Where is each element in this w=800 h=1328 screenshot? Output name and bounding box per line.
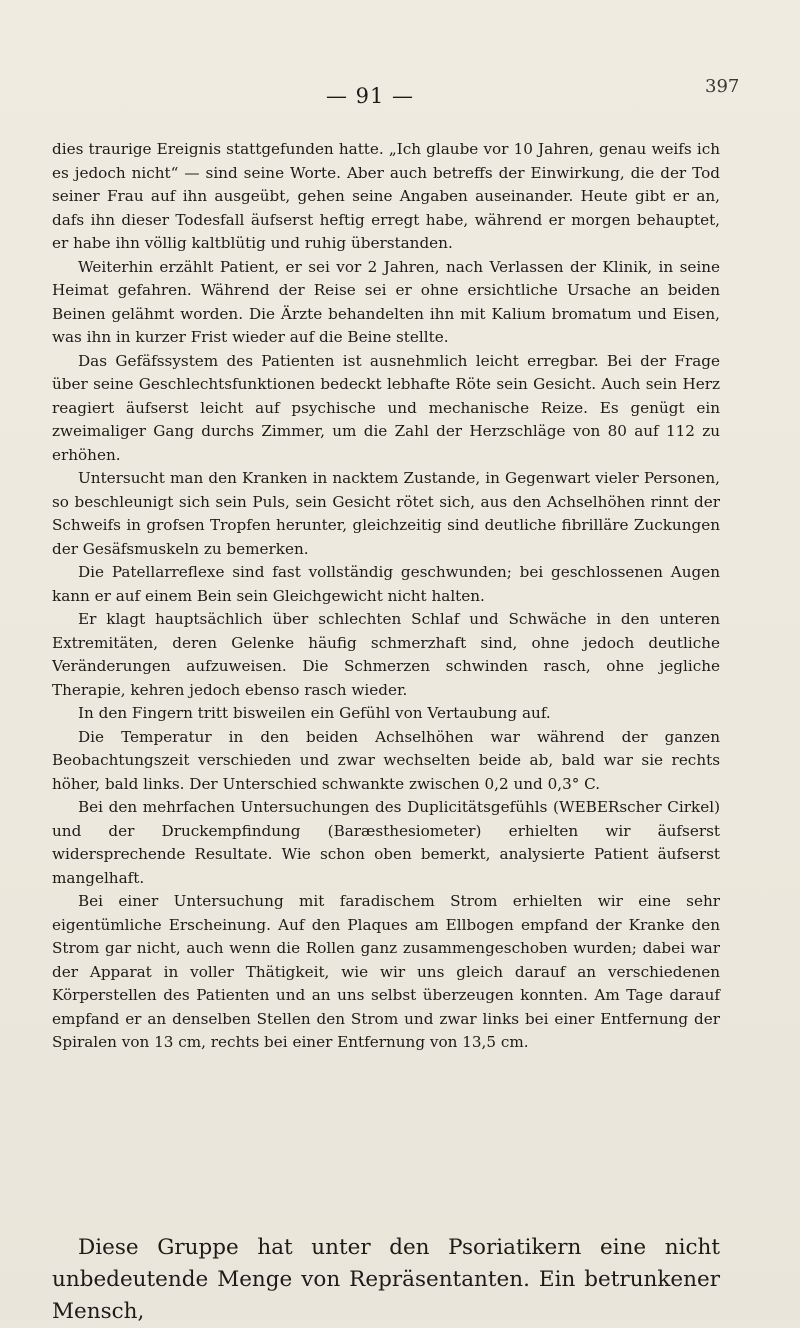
folio-number: 397 xyxy=(705,76,740,97)
paragraph-6: Er klagt hauptsächlich über schlechten Schlaf und Schwäche in den unteren Extremitäten, deren Gelenke häufig schmerzhaft sind, ohne jedoch deutliche Veränderungen aufzuweisen. Die Schmerzen schwinden rasch, ohne jegliche Therapie, kehren jedoch ebenso rasch wieder. xyxy=(52,610,720,699)
paragraph-7: In den Fingern tritt bisweilen ein Gefühl von Vertaubung auf. xyxy=(78,704,551,722)
paragraph-10: Bei einer Untersuchung mit faradischem Strom erhielten wir eine sehr eigentümliche Erscheinung. Auf den Plaques am Ellbogen empfand der Kranke den Strom gar nicht, auch wenn die Rollen ganz zusammengeschoben wurden; dabei war der Apparat in voller Thätigkeit, wie wir uns gleich darauf an verschiedenen Körperstellen des Patienten und an uns selbst überzeugen konnten. Am Tage darauf empfand er an denselben Stellen den Strom und zwar links bei einer Entfernung der Spiralen von 13 cm, rechts bei einer Entfernung von 13,5 cm. xyxy=(52,892,720,1051)
paragraph-4: Untersucht man den Kranken in nacktem Zustande, in Gegenwart vieler Personen, so beschleunigt sich sein Puls, sein Gesicht rötet sich, aus den Achselhöhen rinnt der Schweifs in grofsen Tropfen herunter, gleichzeitig sind deutliche fibrilläre Zuckungen der Gesäfsmuskeln zu bemerken. xyxy=(52,469,720,558)
paragraph-5: Die Patellarreflexe sind fast vollständig geschwunden; bei geschlossenen Augen kann er auf einem Bein sein Gleichgewicht nicht halten. xyxy=(52,563,720,605)
page-header xyxy=(0,76,800,114)
paragraph-9: Bei den mehrfachen Untersuchungen des Duplicitätsgefühls (WEBERscher Cirkel) und der Druckempfindung (Baræsthesiometer) erhielten wir äufserst widersprechende Resultate. Wie schon oben bemerkt, analysierte Patient äufserst mangelhaft. xyxy=(52,798,720,887)
paragraph-1: dies traurige Ereignis stattgefunden hatte. „Ich glaube vor 10 Jahren, genau weifs ich es jedoch nicht“ — sind seine Worte. Aber auch betreffs der Einwirkung, die der Tod seiner Frau auf ihn ausgeübt, gehen seine Angaben auseinander. Heute gibt er an, dafs ihn dieser Todesfall äufserst heftig erregt habe, während er morgen behauptet, er habe ihn völlig kaltblütig und ruhig überstanden. xyxy=(52,140,720,252)
closing-paragraph: Diese Gruppe hat unter den Psoriatikern eine nicht unbedeutende Menge von Repräsentanten. Ein betrunkener Mensch, xyxy=(52,1235,720,1324)
paragraph-2: Weiterhin erzählt Patient, er sei vor 2 Jahren, nach Verlassen der Klinik, in seine Heimat gefahren. Während der Reise sei er ohne ersichtliche Ursache an beiden Beinen gelähmt worden. Die Ärzte behandelten ihn mit Kalium bromatum und Eisen, was ihn in kurzer Frist wieder auf die Beine stellte. xyxy=(52,257,720,346)
paragraph-3: Das Gefäfssystem des Patienten ist ausnehmlich leicht erregbar. Bei der Frage über seine Geschlechtsfunktionen bedeckt lebhafte Röte sein Gesicht. Auch sein Herz reagiert äufserst leicht auf psychische und mechanische Reize. Es genügt ein zweimaliger Gang durchs Zimmer, um die Zahl der Herzschläge von 80 auf 112 zu erhöhen. xyxy=(52,351,720,464)
body-text xyxy=(52,138,720,1055)
page-number: — 91 — xyxy=(325,84,415,108)
paragraph-8: Die Temperatur in den beiden Achselhöhen war während der ganzen Beobachtungszeit verschieden und zwar wechselten beide ab, bald war sie rechts höher, bald links. Der Unterschied schwankte zwischen 0,2 und 0,3° C. xyxy=(52,727,720,793)
